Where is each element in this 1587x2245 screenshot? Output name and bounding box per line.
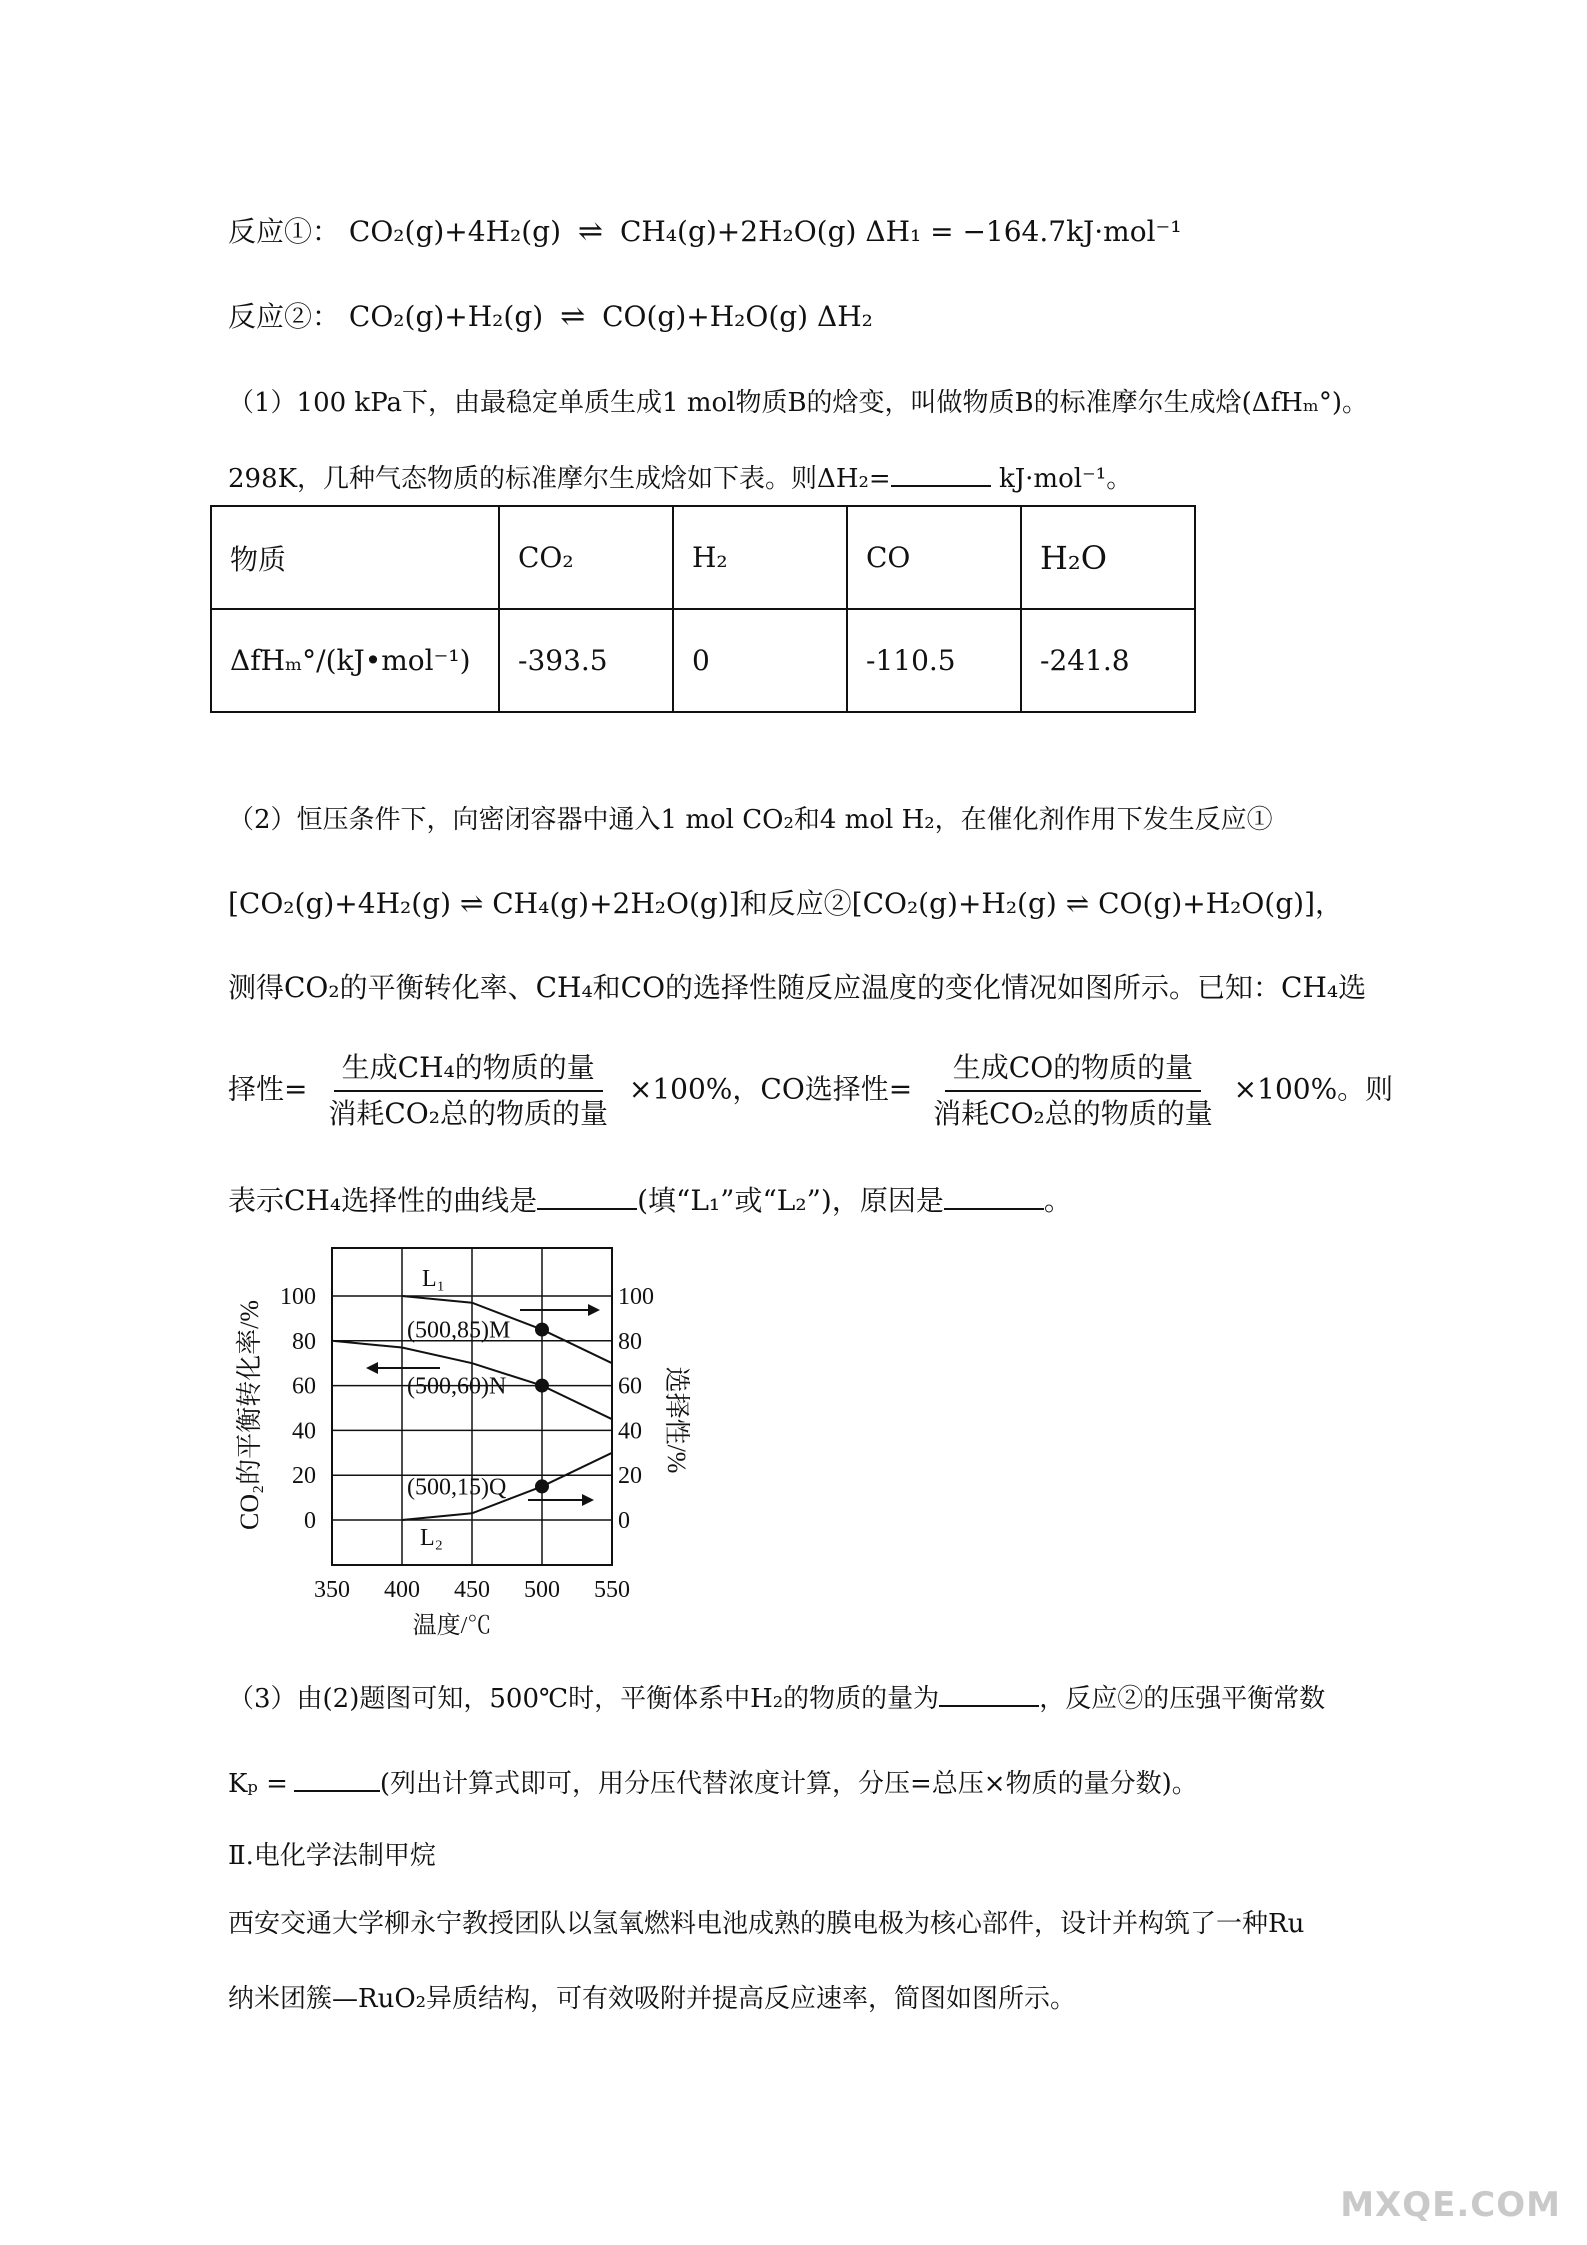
q2-line2: [CO₂(g)+4H₂(g) ⇌ CH₄(g)+2H₂O(g)]和反应②[CO₂(g)+H₂(g) ⇌ CO(g)+H₂O(g)]， — [228, 887, 1343, 920]
q2-line1: （2）恒压条件下，向密闭容器中通入1 mol CO₂和4 mol H₂，在催化剂作用下发生反应① — [228, 805, 1273, 835]
reaction-2-left: CO₂(g)+H₂(g) — [348, 300, 544, 333]
answer-blank[interactable] — [939, 1677, 1039, 1707]
kp-label: Kₚ = — [228, 1769, 288, 1799]
y-tick-label-left: 0 — [304, 1508, 316, 1534]
enthalpy-table — [210, 505, 1196, 713]
fraction-denominator: 消耗CO₂总的物质的量 — [933, 1097, 1213, 1130]
q2-line5-text: 表示CH₄选择性的曲线是 — [228, 1184, 538, 1217]
equilibrium-arrow-icon: ⇌ — [577, 214, 604, 249]
selectivity-label: 择性= — [228, 1072, 308, 1106]
reaction-2-label: 反应②： — [228, 300, 341, 333]
q2-line5 — [228, 1180, 1072, 1221]
x-tick-label: 350 — [314, 1577, 350, 1603]
y-tick-label-right: 0 — [618, 1508, 630, 1534]
series-line-2 — [332, 1341, 612, 1419]
arrow-right-head-icon — [588, 1304, 600, 1316]
watermark-logo: MXQE.COM — [1340, 2185, 1561, 2225]
y-tick-label-right: 40 — [618, 1418, 642, 1445]
q2-line5-text2: (填“L₁”或“L₂”)，原因是 — [637, 1184, 944, 1217]
q1-line1: （1）100 kPa下，由最稳定单质生成1 mol物质B的焓变，叫做物质B的标准摩尔生成焓(ΔfHₘ°)。 — [228, 388, 1368, 418]
y-tick-label-right: 80 — [618, 1328, 642, 1355]
q3-line1-text2: ，反应②的压强平衡常数 — [1039, 1684, 1326, 1714]
table-header-cell: H₂ — [673, 506, 847, 609]
table-cell: -110.5 — [847, 609, 1021, 712]
reaction-1-left: CO₂(g)+4H₂(g) — [348, 215, 561, 248]
point-label: (500,60)N — [407, 1373, 507, 1400]
reaction-1 — [228, 212, 1182, 252]
section-2-title: Ⅱ.电化学法制甲烷 — [228, 1841, 436, 1871]
table-row — [211, 506, 1195, 609]
answer-blank[interactable] — [891, 457, 991, 487]
y-axis-title-left: CO₂的平衡转化率/% — [235, 1299, 264, 1531]
reaction-1-enthalpy: ΔH₁ = −164.7kJ·mol⁻¹ — [865, 215, 1182, 248]
answer-blank[interactable] — [537, 1180, 637, 1210]
answer-blank[interactable] — [944, 1180, 1044, 1210]
y-tick-label-left: 100 — [280, 1284, 316, 1310]
arrow-right-head-icon — [582, 1494, 594, 1506]
point-label: (500,85)M — [407, 1317, 511, 1344]
y-tick-label-left: 80 — [292, 1328, 316, 1355]
q1-line2-text: 298K，几种气态物质的标准摩尔生成焓如下表。则ΔH₂= — [228, 464, 891, 494]
chart-labels — [235, 1266, 691, 1639]
y-tick-label-right: 60 — [618, 1373, 642, 1400]
ch4-selectivity-fraction — [320, 1048, 616, 1134]
q1-line2-unit: kJ·mol⁻¹。 — [998, 464, 1133, 494]
reaction-1-label: 反应①： — [228, 215, 341, 248]
x-tick-label: 500 — [524, 1577, 560, 1603]
reaction-2-right: CO(g)+H₂O(g) — [602, 300, 809, 333]
fraction-denominator: 消耗CO₂总的物质的量 — [328, 1097, 608, 1130]
fraction-numerator: 生成CH₄的物质的量 — [334, 1048, 603, 1092]
series-label: L₁ — [422, 1266, 446, 1292]
x-tick-label: 550 — [594, 1577, 630, 1603]
q2-selectivity-formula — [228, 1048, 1393, 1134]
point-label: (500,15)Q — [407, 1474, 507, 1501]
q2-line5-end: 。 — [1043, 1184, 1072, 1217]
x-tick-label: 450 — [454, 1577, 490, 1603]
data-point — [535, 1323, 549, 1337]
reaction-2 — [228, 297, 873, 337]
table-header-cell: H₂O — [1021, 506, 1195, 609]
table-cell: -393.5 — [499, 609, 673, 712]
reaction-2-enthalpy: ΔH₂ — [817, 300, 873, 333]
table-cell: -241.8 — [1021, 609, 1195, 712]
q3-line2 — [228, 1762, 1198, 1804]
data-point — [535, 1479, 549, 1493]
q3-line1-text: （3）由(2)题图可知，500℃时，平衡体系中H₂的物质的量为 — [228, 1684, 940, 1714]
q3-line1 — [228, 1677, 1325, 1719]
y-tick-label-right: 100 — [618, 1284, 654, 1310]
series-line-3 — [402, 1453, 612, 1520]
chart-grid — [332, 1248, 612, 1565]
series-label: L₂ — [420, 1525, 444, 1551]
table-header-cell: 物质 — [211, 506, 499, 609]
section-2-line2: 纳米团簇—RuO₂异质结构，可有效吸附并提高反应速率，简图如图所示。 — [228, 1984, 1077, 2014]
q3-line2-text: (列出计算式即可，用分压代替浓度计算，分压=总压×物质的量分数)。 — [379, 1769, 1198, 1799]
y-tick-label-left: 40 — [292, 1418, 316, 1445]
equilibrium-arrow-icon: ⇌ — [560, 299, 586, 334]
y-tick-label-left: 60 — [292, 1373, 316, 1400]
x-tick-label: 400 — [384, 1577, 420, 1603]
table-header-cell: CO — [847, 506, 1021, 609]
chart-series — [332, 1296, 612, 1520]
q1-line2 — [228, 457, 1132, 499]
table-cell: 0 — [673, 609, 847, 712]
data-point — [535, 1379, 549, 1393]
series-line-1 — [402, 1296, 612, 1363]
co-selectivity-label: ×100%，CO选择性= — [628, 1072, 913, 1106]
chart-arrows — [366, 1304, 600, 1506]
y-tick-label-right: 20 — [618, 1463, 642, 1490]
answer-blank[interactable] — [294, 1762, 380, 1792]
x-axis-title: 温度/℃ — [412, 1613, 492, 1639]
table-row — [211, 609, 1195, 712]
table-header-cell: CO₂ — [499, 506, 673, 609]
q2-line3: 测得CO₂的平衡转化率、CH₄和CO的选择性随反应温度的变化情况如图所示。已知：CH₄选 — [228, 971, 1367, 1004]
plot-frame — [332, 1248, 612, 1565]
section-2-line1: 西安交通大学柳永宁教授团队以氢氧燃料电池成熟的膜电极为核心部件，设计并构筑了一种Ru — [228, 1909, 1305, 1939]
arrow-left-head-icon — [366, 1362, 378, 1374]
formula-tail: ×100%。则 — [1233, 1072, 1394, 1106]
table-row-label: ΔfHₘ°/(kJ•mol⁻¹) — [211, 609, 499, 712]
y-axis-title-right: 选择性/% — [662, 1366, 691, 1474]
fraction-numerator: 生成CO的物质的量 — [945, 1048, 1201, 1092]
reaction-1-right: CH₄(g)+2H₂O(g) — [619, 215, 857, 248]
y-tick-label-left: 20 — [292, 1463, 316, 1490]
co-selectivity-fraction — [925, 1048, 1221, 1134]
